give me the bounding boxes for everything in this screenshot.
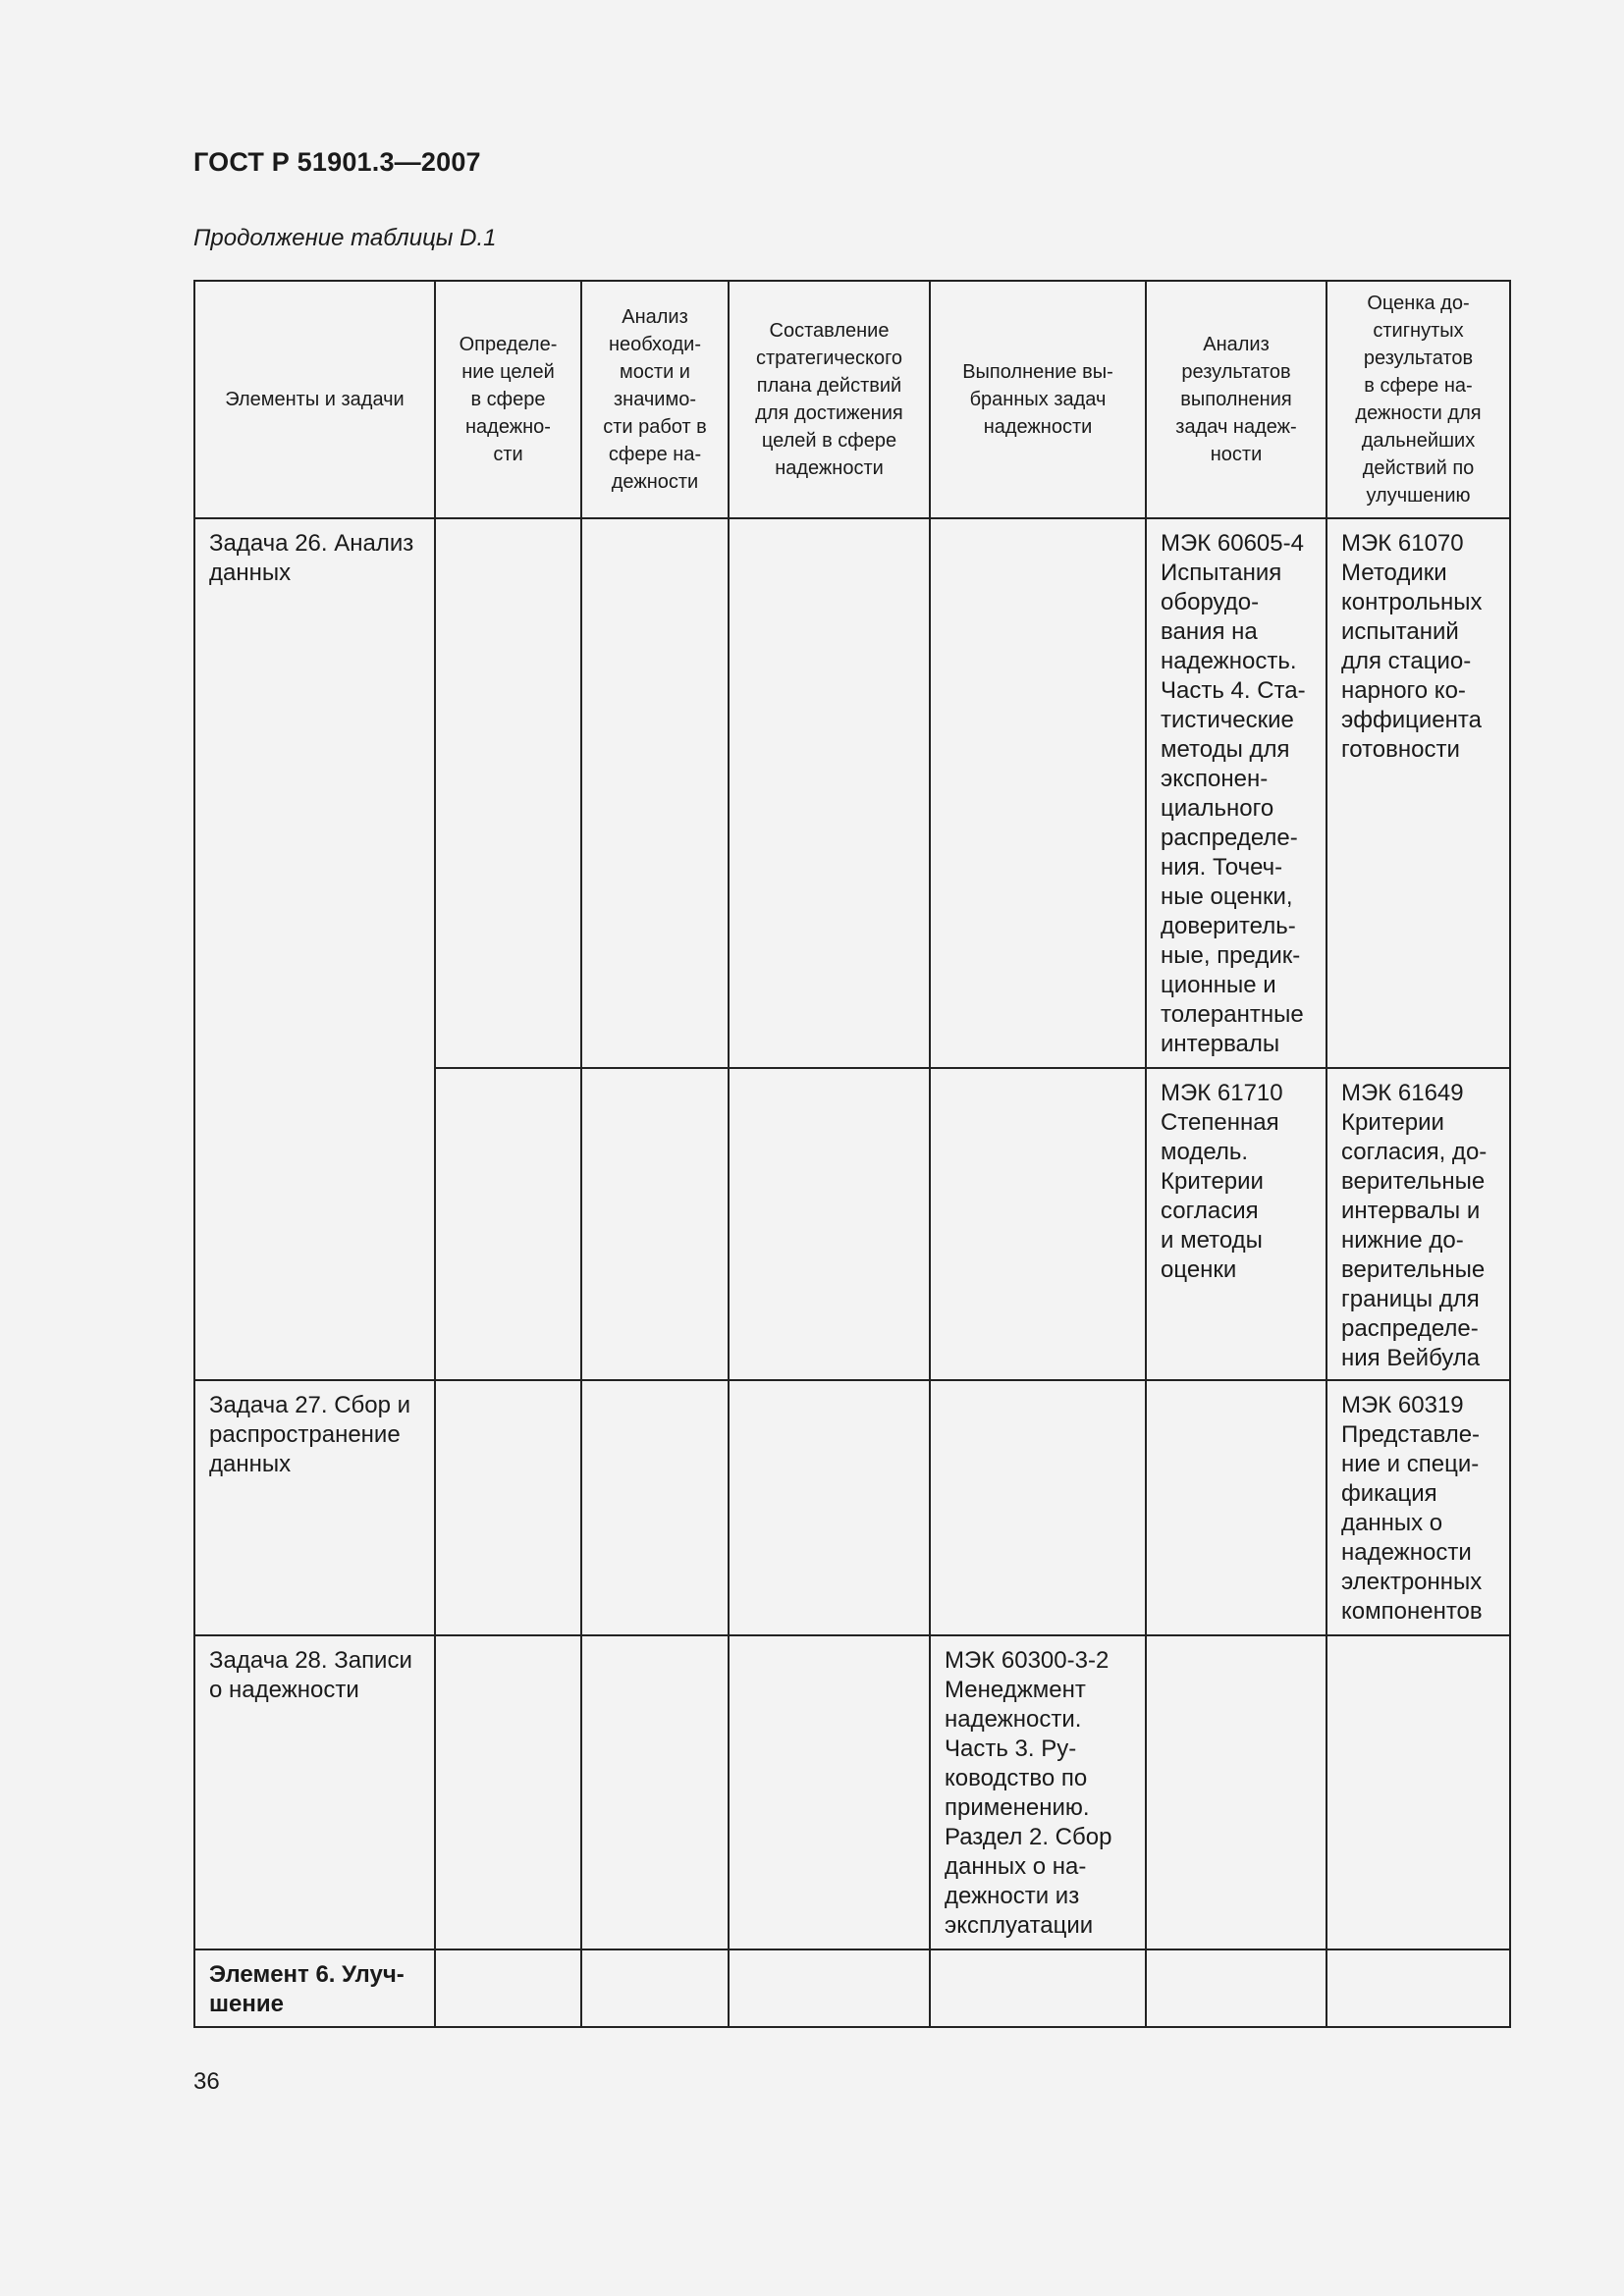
column-header-needs-analysis: Анализ необходи- мости и значимо- сти работ в сфере на- дежности bbox=[581, 281, 729, 518]
empty-cell bbox=[1146, 1949, 1326, 2027]
task-28-label: Задача 28. Записи о надежности bbox=[194, 1635, 435, 1949]
empty-cell bbox=[729, 518, 930, 1068]
document-code: ГОСТ Р 51901.3—2007 bbox=[193, 147, 481, 177]
empty-cell bbox=[729, 1635, 930, 1949]
task-27-label: Задача 27. Сбор и распространение данных bbox=[194, 1380, 435, 1635]
empty-cell bbox=[930, 1068, 1146, 1380]
empty-cell bbox=[1146, 1635, 1326, 1949]
column-header-strategic-plan: Составление стратегического плана действий для достижения целей в сфере надежности bbox=[729, 281, 930, 518]
standard-iec-61070: МЭК 61070 Методики контрольных испытаний для стацио- нарного ко- эффициента готовности bbox=[1326, 518, 1510, 1068]
empty-cell bbox=[1326, 1635, 1510, 1949]
empty-cell bbox=[729, 1949, 930, 2027]
standard-iec-60605-4: МЭК 60605-4 Испытания оборудо- вания на надежность. Часть 4. Ста- тистические методы для экспонен- циального распределе- ния. Точеч- ные оценки, доверитель- ные, предик- ционные и толерантные интервалы bbox=[1146, 518, 1326, 1068]
empty-cell bbox=[1146, 1380, 1326, 1635]
standard-iec-60300-3-2: МЭК 60300-3-2 Менеджмент надежности. Часть 3. Ру- ководство по применению. Раздел 2. Сбор данных о на- дежности из эксплуатации bbox=[930, 1635, 1146, 1949]
task-26-label: Задача 26. Анализ данных bbox=[194, 518, 435, 1380]
standard-iec-61649: МЭК 61649 Критерии согласия, до- верительные интервалы и нижние до- верительные границы для распределе- ния Вейбула bbox=[1326, 1068, 1510, 1380]
element-6-label: Элемент 6. Улуч- шение bbox=[194, 1949, 435, 2027]
empty-cell bbox=[581, 518, 729, 1068]
table-row bbox=[194, 518, 1510, 1068]
empty-cell bbox=[581, 1635, 729, 1949]
empty-cell bbox=[581, 1068, 729, 1380]
table-row bbox=[194, 1949, 1510, 2027]
page-number: 36 bbox=[193, 2068, 220, 2095]
empty-cell bbox=[435, 518, 581, 1068]
standards-table bbox=[193, 280, 1511, 2028]
empty-cell bbox=[930, 518, 1146, 1068]
column-header-results-analysis: Анализ результатов выполнения задач надеж- ности bbox=[1146, 281, 1326, 518]
empty-cell bbox=[1326, 1949, 1510, 2027]
empty-cell bbox=[435, 1949, 581, 2027]
empty-cell bbox=[729, 1380, 930, 1635]
empty-cell bbox=[729, 1068, 930, 1380]
column-header-execution: Выполнение вы- бранных задач надежности bbox=[930, 281, 1146, 518]
table-row bbox=[194, 1380, 1510, 1635]
standard-iec-61710: МЭК 61710 Степенная модель. Критерии согласия и методы оценки bbox=[1146, 1068, 1326, 1380]
empty-cell bbox=[435, 1380, 581, 1635]
empty-cell bbox=[930, 1949, 1146, 2027]
column-header-goals: Определе- ние целей в сфере надежно- сти bbox=[435, 281, 581, 518]
empty-cell bbox=[930, 1380, 1146, 1635]
empty-cell bbox=[435, 1635, 581, 1949]
table-row bbox=[194, 1635, 1510, 1949]
column-header-improvement: Оценка до- стигнутых результатов в сфере на- дежности для дальнейших действий по улучшению bbox=[1326, 281, 1510, 518]
standard-iec-60319: МЭК 60319 Представле- ние и специ- фикация данных о надежности электронных компонентов bbox=[1326, 1380, 1510, 1635]
empty-cell bbox=[581, 1380, 729, 1635]
column-header-elements: Элементы и задачи bbox=[194, 281, 435, 518]
table-continuation-caption: Продолжение таблицы D.1 bbox=[193, 225, 497, 251]
table-header-row bbox=[194, 281, 1510, 518]
empty-cell bbox=[581, 1949, 729, 2027]
empty-cell bbox=[435, 1068, 581, 1380]
